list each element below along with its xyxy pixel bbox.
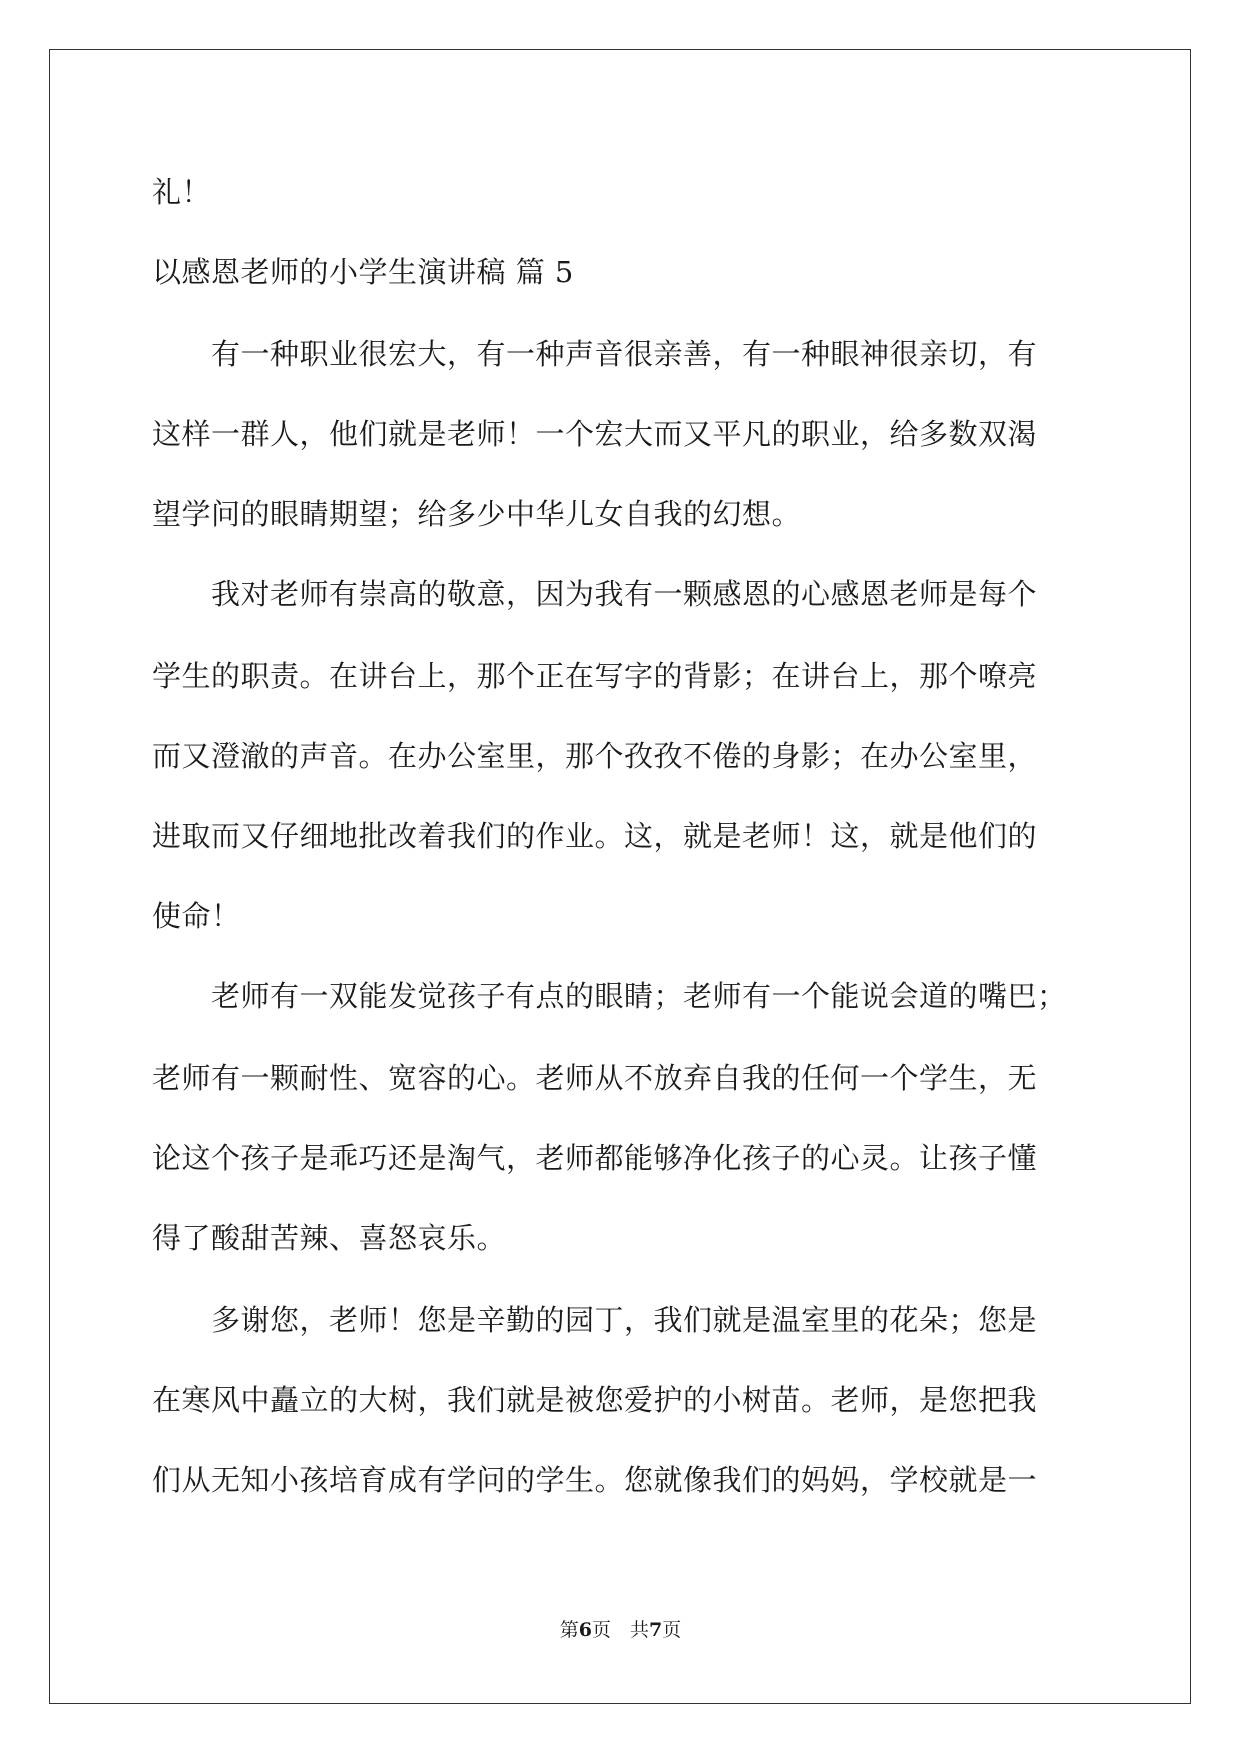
text-line: 进取而又仔细地批改着我们的作业。这，就是老师！这，就是他们的 bbox=[152, 819, 1038, 853]
text-line: 礼！ bbox=[152, 175, 212, 209]
current-page-number: 6 bbox=[578, 1619, 592, 1641]
footer-suffix: 页 bbox=[662, 1619, 682, 1641]
text-line: 在寒风中矗立的大树，我们就是被您爱护的小树苗。老师，是您把我 bbox=[152, 1383, 1038, 1417]
text-line: 们从无知小孩培育成有学问的学生。您就像我们的妈妈，学校就是一 bbox=[152, 1463, 1038, 1497]
section-heading: 以感恩老师的小学生演讲稿 篇 5 bbox=[152, 255, 574, 289]
text-line: 学生的职责。在讲台上，那个正在写字的背影；在讲台上，那个嘹亮 bbox=[152, 659, 1038, 693]
text-line: 有一种职业很宏大，有一种声音很亲善，有一种眼神很亲切，有 bbox=[152, 337, 1038, 371]
page-footer bbox=[0, 1621, 1241, 1640]
text-line: 得了酸甜苦辣、喜怒哀乐。 bbox=[152, 1221, 507, 1255]
text-line: 使命！ bbox=[152, 899, 241, 933]
footer-prefix: 第 bbox=[559, 1619, 579, 1641]
text-line: 老师有一双能发觉孩子有点的眼睛；老师有一个能说会道的嘴巴； bbox=[152, 979, 1067, 1013]
text-line: 老师有一颗耐性、宽容的心。老师从不放弃自我的任何一个学生，无 bbox=[152, 1061, 1038, 1095]
text-line: 我对老师有崇高的敬意，因为我有一颗感恩的心感恩老师是每个 bbox=[152, 577, 1038, 611]
text-line: 这样一群人，他们就是老师！一个宏大而又平凡的职业，给多数双渴 bbox=[152, 417, 1038, 451]
total-page-number: 7 bbox=[649, 1619, 663, 1641]
text-line: 论这个孩子是乖巧还是淘气，老师都能够净化孩子的心灵。让孩子懂 bbox=[152, 1141, 1038, 1175]
text-line: 望学问的眼睛期望；给多少中华儿女自我的幻想。 bbox=[152, 497, 802, 531]
footer-middle: 页 共 bbox=[591, 1619, 649, 1641]
text-line: 而又澄澈的声音。在办公室里，那个孜孜不倦的身影；在办公室里， bbox=[152, 739, 1038, 773]
page-border bbox=[49, 49, 1191, 1704]
text-line: 多谢您，老师！您是辛勤的园丁，我们就是温室里的花朵；您是 bbox=[152, 1303, 1038, 1337]
